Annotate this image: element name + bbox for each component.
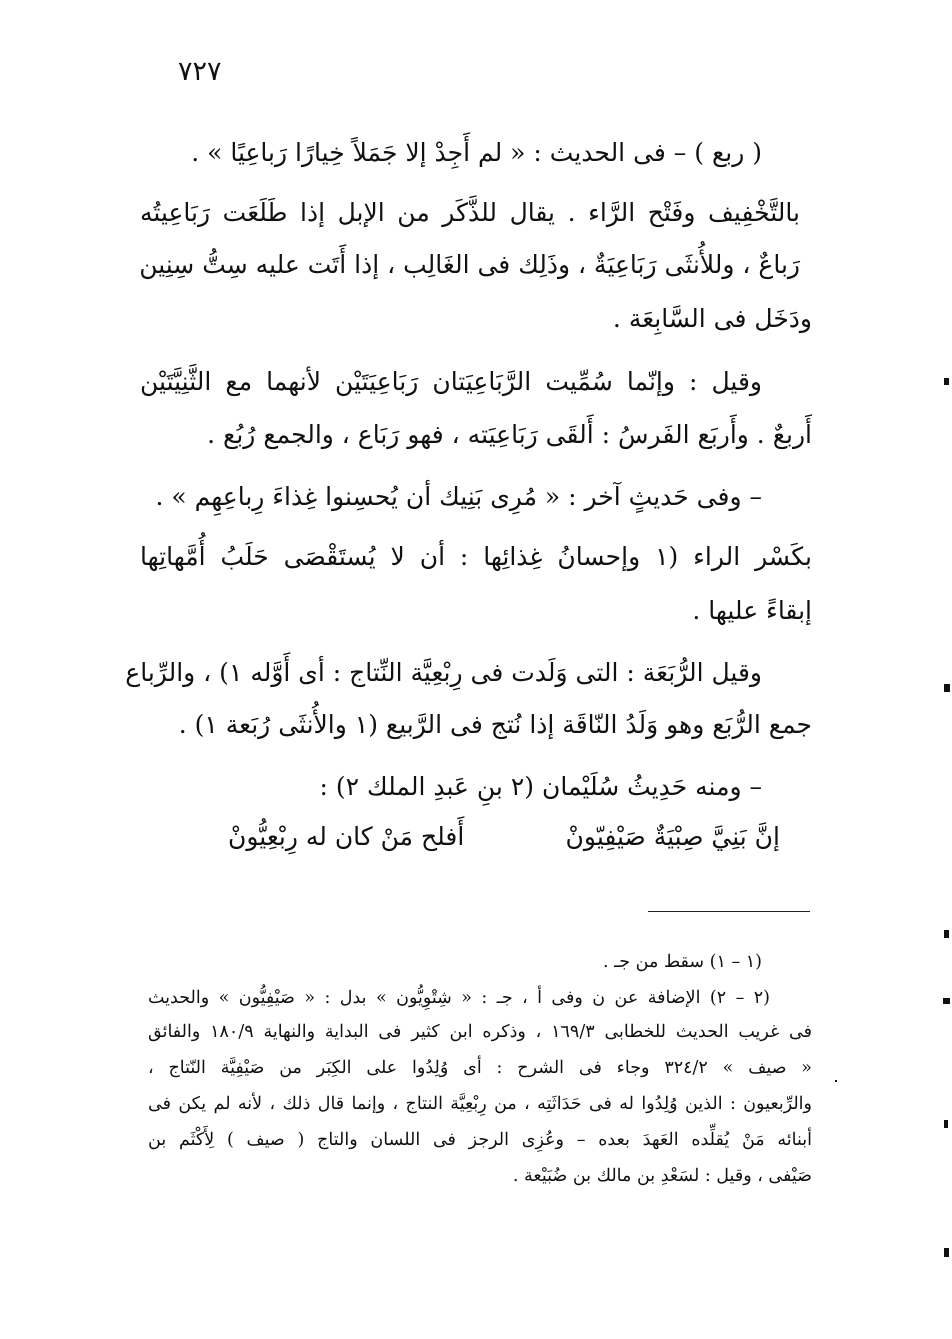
text-line: وقيل الرُّبَعَة : التى وَلَدت فى رِبْعِيَّة النِّتاج : أى أَوَّله ١) ، والرِّباع	[125, 658, 762, 687]
page-number: ٧٢٧	[178, 56, 222, 87]
scan-speck	[944, 684, 950, 692]
scan-speck	[944, 1120, 948, 1128]
footnote-line: (١ – ١) سقط من جـ .	[603, 952, 762, 972]
footnote-line: والرِّبعيون : الذين وُلِدُوا له فى حَدَاثَتِه ، من رِبْعِيَّة النتاج ، وإنما قال ذلك ، لأنه لم يكن فى	[148, 1094, 812, 1114]
text-line: جمع الرُّبَع وهو وَلَدُ النّاقَة إذا نُتج فى الرَّبيع (١ والأُنثَى رُبَعة ١) .	[178, 710, 812, 739]
scan-speck	[944, 1248, 949, 1257]
scan-speck	[835, 1080, 837, 1082]
text-line: رَباعٌ ، وللأُنثَى رَبَاعِيَةٌ ، وذَلِك فى الغَالِب ، إذا أَتَت عليه سِتُّ سِنِين	[139, 250, 800, 279]
text-line: إبقاءً عليها .	[692, 596, 812, 625]
footnote-line: (٢ – ٢) الإضافة عن ن وفى أ ، جـ : « شِتْوِيُّون » بدل : « صَيْفِيُّون » والحديث	[148, 988, 770, 1008]
scan-speck	[944, 378, 949, 385]
scan-speck	[943, 998, 950, 1004]
text-line: – وفى حَديثٍ آخر : « مُرِى بَنِيك أن يُحسِنوا غِذاءَ رِباعِهِم » .	[155, 482, 762, 511]
text-line: ( ربع ) – فى الحديث : « لم أَجِدْ إلا جَمَلاً خِيارًا رَباعِيًا » .	[191, 138, 762, 167]
text-line: ودَخَل فى السَّابِعَة .	[612, 304, 812, 333]
footnote-line: فى غريب الحديث للخطابى ١٦٩/٣ ، وذكره ابن كثير فى البداية والنهاية ١٨٠/٩ والفائق	[148, 1022, 813, 1042]
text-line: بالتَّخْفِيف وفَتْح الرَّاء . يقال للذَّكَر من الإبل إذا طَلَعَت رَبَاعِيتُه	[140, 198, 800, 227]
footnote-line: « صيف » ٣٢٤/٢ وجاء فى الشرح : أى وُلِدُوا على الكِبَر من صَيْفِيَّة النّتاج ،	[148, 1058, 813, 1078]
footnote-line: أبنائه مَنْ يُقلِّده العَهدَ بعده – وعُزِى الرجز فى اللسان والتاج ( صيف ) لِأَكْثَم بن	[148, 1130, 812, 1150]
text-line: بكَسْر الراء (١ وإحسانُ غِذائِها : أن لا يُستَقْصَى حَلَبُ أُمَّهاتِها	[140, 542, 812, 571]
footnote-separator	[648, 911, 810, 912]
scan-speck	[944, 930, 949, 938]
verse-second-half: أَفلح مَنْ كان له رِبْعِيُّونْ	[228, 822, 465, 851]
text-line: وقيل : وإنّما سُمِّيت الرَّبَاعِيَتان رَبَاعِيَتَيْن لأنهما مع الثَّنِيَّتَيْن	[140, 367, 762, 396]
footnote-line: صَيْفى ، وقيل : لسَعْدِ بن مالك بن ضُبَيْعة .	[512, 1166, 812, 1186]
text-line: – ومنه حَدِيثُ سُلَيْمان (٢ بنِ عَبدِ الملك ٢) :	[319, 772, 762, 801]
text-line: أَربعٌ . وأَربَع الفَرسُ : أَلقَى رَبَاعِيَته ، فهو رَبَاع ، والجمع رُبُع .	[207, 420, 812, 449]
verse-first-half: إنَّ بَنِيَّ صِبْيَةٌ صَيْفِيّونْ	[565, 822, 780, 851]
